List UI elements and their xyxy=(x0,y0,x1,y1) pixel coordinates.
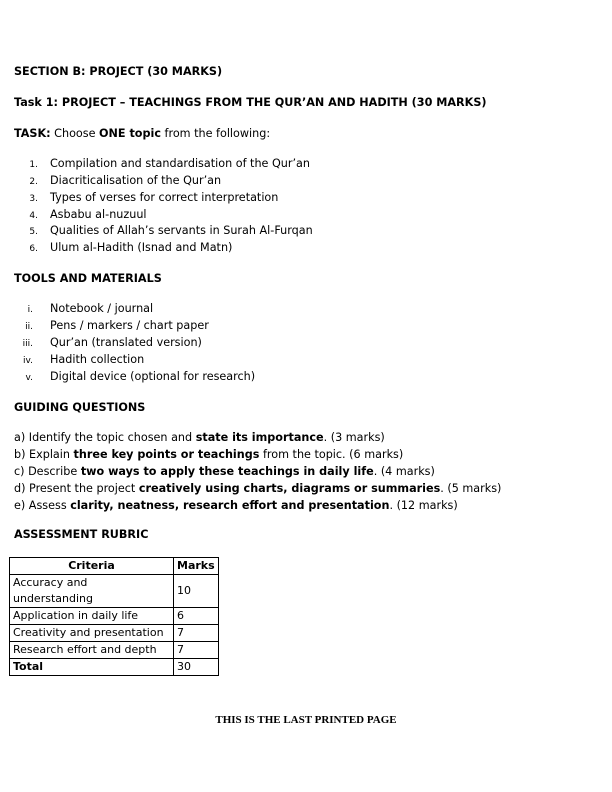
task-bold: ONE topic xyxy=(99,127,161,140)
assessment-rubric-table xyxy=(9,557,219,676)
tools-heading: TOOLS AND MATERIALS xyxy=(14,272,162,285)
question-item xyxy=(14,431,385,444)
criteria-cell: Accuracy and understanding xyxy=(10,575,174,608)
list-number: ii. xyxy=(25,322,33,332)
list-number: 1. xyxy=(29,160,38,170)
list-number: 6. xyxy=(29,244,38,254)
list-text: Digital device (optional for research) xyxy=(50,370,256,383)
marks-cell: 10 xyxy=(174,575,219,608)
rubric-heading: ASSESSMENT RUBRIC xyxy=(14,528,149,541)
question-text: c) Describe xyxy=(14,465,81,478)
marks-cell: 7 xyxy=(174,642,219,659)
question-emphasis: creatively using charts, diagrams or summaries xyxy=(138,482,441,495)
question-marks: . (5 marks) xyxy=(440,482,502,495)
question-item xyxy=(14,448,403,461)
criteria-cell: Research effort and depth xyxy=(10,642,174,659)
criteria-cell: Creativity and presentation xyxy=(10,625,174,642)
table-row xyxy=(10,625,219,642)
question-marks: . (4 marks) xyxy=(373,465,435,478)
marks-cell: 6 xyxy=(174,608,219,625)
list-number: 4. xyxy=(29,211,38,221)
question-marks: . (12 marks) xyxy=(389,499,458,512)
criteria-header: Criteria xyxy=(10,558,174,575)
question-marks: . (3 marks) xyxy=(323,431,385,444)
list-number: iv. xyxy=(23,356,33,366)
task-instruction xyxy=(14,127,270,140)
list-text: Hadith collection xyxy=(50,353,145,366)
list-text: Types of verses for correct interpretation xyxy=(50,191,279,204)
task-pre: Choose xyxy=(50,127,100,140)
task-label: TASK: xyxy=(14,127,51,140)
list-text: Notebook / journal xyxy=(50,302,154,315)
list-text: Pens / markers / chart paper xyxy=(50,319,209,332)
question-text: d) Present the project xyxy=(14,482,139,495)
question-item xyxy=(14,465,435,478)
list-text: Ulum al-Hadith (Isnad and Matn) xyxy=(50,241,233,254)
question-text: e) Assess xyxy=(14,499,71,512)
footer-note: THIS IS THE LAST PRINTED PAGE xyxy=(215,714,397,726)
criteria-cell: Application in daily life xyxy=(10,608,174,625)
marks-cell: 7 xyxy=(174,625,219,642)
list-number: 3. xyxy=(29,194,38,204)
question-emphasis: clarity, neatness, research effort and presentation xyxy=(70,499,390,512)
list-text: Diacriticalisation of the Qur’an xyxy=(50,174,222,187)
list-number: iii. xyxy=(22,339,33,349)
task-post: from the following: xyxy=(160,127,271,140)
question-text: b) Explain xyxy=(14,448,74,461)
list-number: 2. xyxy=(29,177,38,187)
list-text: Qualities of Allah’s servants in Surah Al-Furqan xyxy=(50,224,313,237)
list-text: Asbabu al-nuzuul xyxy=(50,208,147,221)
list-number: v. xyxy=(25,373,33,383)
question-emphasis: two ways to apply these teachings in daily life xyxy=(80,465,374,478)
list-number: i. xyxy=(27,305,33,315)
list-text: Qur’an (translated version) xyxy=(50,336,202,349)
table-total-row xyxy=(10,659,219,676)
guiding-heading: GUIDING QUESTIONS xyxy=(14,401,146,414)
question-emphasis: three key points or teachings xyxy=(73,448,260,461)
question-item xyxy=(14,482,501,495)
total-marks-cell: 30 xyxy=(174,659,219,676)
list-text: Compilation and standardisation of the Qur’an xyxy=(50,157,310,170)
table-header-row xyxy=(10,558,219,575)
marks-header: Marks xyxy=(174,558,219,575)
task-title: Task 1: PROJECT – TEACHINGS FROM THE QUR’AN AND HADITH (30 MARKS) xyxy=(14,96,487,109)
list-number: 5. xyxy=(29,227,38,237)
question-text: a) Identify the topic chosen and xyxy=(14,431,196,444)
table-row xyxy=(10,642,219,659)
section-title: SECTION B: PROJECT (30 MARKS) xyxy=(14,65,223,78)
total-label-cell: Total xyxy=(10,659,174,676)
question-marks: from the topic. (6 marks) xyxy=(259,448,404,461)
question-emphasis: state its importance xyxy=(195,431,324,444)
question-item xyxy=(14,499,458,512)
table-row xyxy=(10,575,219,608)
table-row xyxy=(10,608,219,625)
